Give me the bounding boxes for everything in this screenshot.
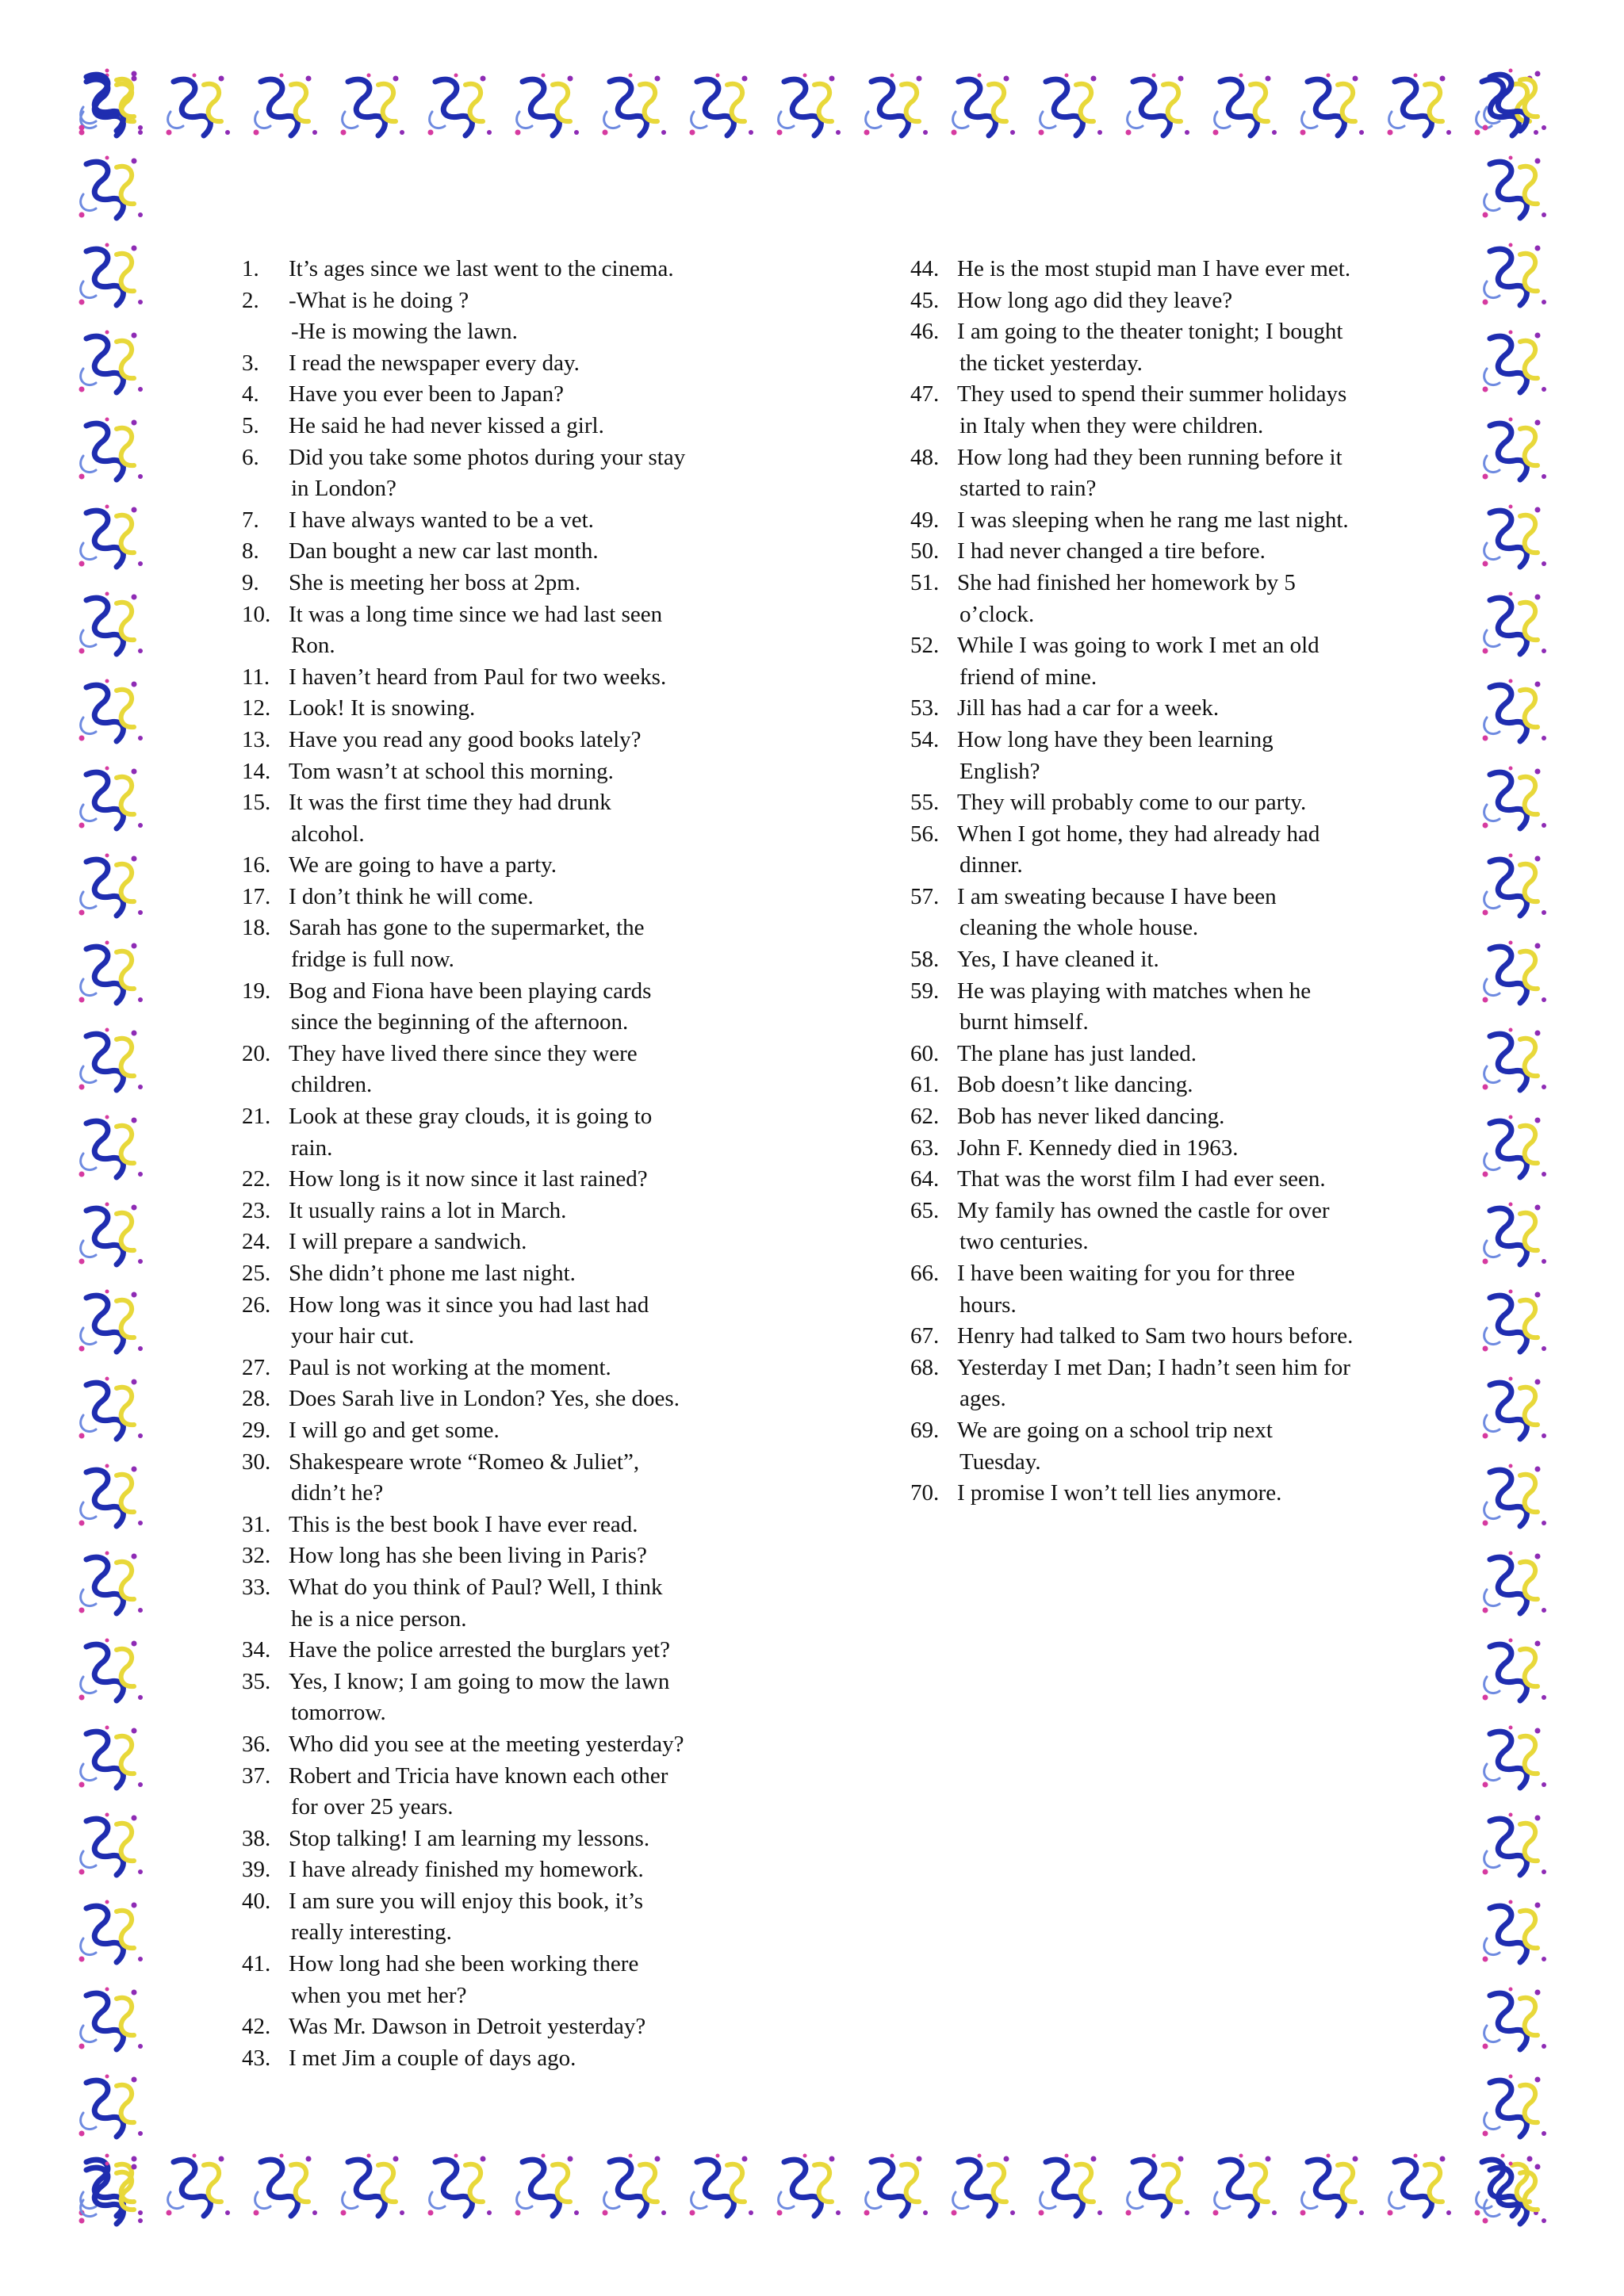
sentence-item xyxy=(910,819,1465,882)
sentence-item xyxy=(242,254,797,285)
sentence-item xyxy=(242,1761,797,1823)
sentence-text: ages. xyxy=(959,1386,1006,1412)
sentence-item xyxy=(242,348,797,380)
sentence-text: English? xyxy=(959,758,1040,784)
sentence-number: 52. xyxy=(910,633,940,659)
sentence-item xyxy=(242,1572,797,1635)
sentence-item xyxy=(910,1070,1465,1101)
sentence-item xyxy=(242,1196,797,1227)
sentence-item xyxy=(910,379,1465,442)
sentence-text: He was playing with matches when he xyxy=(957,978,1312,1004)
sentence-item xyxy=(242,787,797,850)
sentence-text: We are going to have a party. xyxy=(289,852,557,878)
sentence-number: 28. xyxy=(242,1386,271,1412)
sentence-text: Look at these gray clouds, it is going to xyxy=(289,1104,653,1130)
sentence-item xyxy=(242,568,797,599)
sentence-number: 70. xyxy=(910,1480,940,1506)
sentence-text: started to rain? xyxy=(959,476,1097,502)
sentence-text: She had finished her homework by 5 xyxy=(957,569,1296,595)
sentence-text: I met Jim a couple of days ago. xyxy=(289,2045,576,2071)
sentence-item xyxy=(242,1510,797,1541)
sentence-text: really interesting. xyxy=(291,1919,452,1946)
sentence-item xyxy=(242,725,797,756)
sentence-text: Stop talking! I am learning my lessons. xyxy=(289,1825,650,1851)
sentence-text: How long ago did they leave? xyxy=(957,287,1233,313)
sentence-text: Did you take some photos during your stay xyxy=(289,444,686,470)
sentence-item xyxy=(910,568,1465,630)
sentence-text: Was Mr. Dawson in Detroit yesterday? xyxy=(289,2014,646,2040)
sentence-text: Have the police arrested the burglars yet? xyxy=(289,1637,670,1663)
sentence-text: fridge is full now. xyxy=(291,947,454,973)
sentence-number: 11. xyxy=(242,664,270,690)
sentence-text: Yes, I know; I am going to mow the lawn xyxy=(289,1668,670,1694)
sentence-number: 61. xyxy=(910,1072,940,1098)
sentence-text: Bob has never liked dancing. xyxy=(957,1104,1225,1130)
sentence-number: 23. xyxy=(242,1197,271,1223)
sentence-text: I promise I won’t tell lies anymore. xyxy=(957,1480,1282,1506)
sentence-text: I am sure you will enjoy this book, it’s xyxy=(289,1888,644,1914)
sentence-item xyxy=(242,379,797,411)
sentence-number: 63. xyxy=(910,1135,940,1161)
sentence-item xyxy=(242,1164,797,1196)
sentence-text: Bog and Fiona have been playing cards xyxy=(289,978,652,1004)
sentence-text: when you met her? xyxy=(291,1982,467,2008)
sentence-text: tomorrow. xyxy=(291,1700,386,1726)
sentence-item xyxy=(910,882,1465,944)
sentence-number: 38. xyxy=(242,1825,271,1851)
sentence-text: dinner. xyxy=(959,852,1023,878)
sentence-number: 22. xyxy=(242,1166,271,1192)
sentence-item xyxy=(910,442,1465,505)
sentence-text: I don’t think he will come. xyxy=(289,883,534,909)
sentence-text: Robert and Tricia have known each other xyxy=(289,1762,668,1789)
sentence-number: 62. xyxy=(910,1104,940,1130)
sentence-item xyxy=(242,1353,797,1384)
sentence-number: 40. xyxy=(242,1888,271,1914)
sentence-number: 50. xyxy=(910,538,940,564)
sentence-number: 42. xyxy=(242,2014,271,2040)
sentence-item xyxy=(242,882,797,913)
sentence-item xyxy=(242,1258,797,1290)
sentence-text: When I got home, they had already had xyxy=(957,821,1320,847)
sentence-number: 59. xyxy=(910,978,940,1004)
sentence-item xyxy=(910,1478,1465,1510)
decorative-border-bottom xyxy=(67,2141,1557,2237)
sentence-number: 26. xyxy=(242,1292,271,1318)
sentence-text: They have lived there since they were xyxy=(289,1040,638,1066)
sentence-number: 15. xyxy=(242,790,271,816)
sentence-text: your hair cut. xyxy=(291,1323,415,1349)
sentence-number: 14. xyxy=(242,758,271,784)
sentence-item xyxy=(242,2043,797,2075)
sentence-text: They used to spend their summer holidays xyxy=(957,381,1347,408)
sentence-text: Bob doesn’t like dancing. xyxy=(957,1072,1193,1098)
sentence-text: How long had she been working there xyxy=(289,1951,639,1977)
sentence-item xyxy=(910,1321,1465,1353)
sentence-text: I was sleeping when he rang me last night. xyxy=(957,507,1349,533)
sentence-text: That was the worst film I had ever seen. xyxy=(957,1166,1326,1192)
sentence-item xyxy=(910,1039,1465,1070)
sentence-text: -What is he doing ? xyxy=(289,287,469,313)
sentence-item xyxy=(910,787,1465,819)
sentence-item xyxy=(242,662,797,694)
sentence-text: rain. xyxy=(291,1135,333,1161)
sentence-text: Who did you see at the meeting yesterday? xyxy=(289,1731,684,1757)
sentence-item xyxy=(242,1226,797,1258)
sentence-item xyxy=(242,1101,797,1164)
sentence-number: 9. xyxy=(242,569,259,595)
sentence-text: o’clock. xyxy=(959,601,1035,627)
sentence-number: 34. xyxy=(242,1637,271,1663)
sentence-text: We are going on a school trip next xyxy=(957,1417,1273,1443)
sentence-number: 36. xyxy=(242,1731,271,1757)
sentence-text: It was the first time they had drunk xyxy=(289,790,611,816)
sentence-number: 8. xyxy=(242,538,259,564)
sentence-text: She didn’t phone me last night. xyxy=(289,1261,576,1286)
sentence-item xyxy=(242,1635,797,1667)
sentence-number: 51. xyxy=(910,569,940,595)
sentence-number: 21. xyxy=(242,1104,271,1130)
sentence-number: 2. xyxy=(242,287,259,313)
sentence-number: 39. xyxy=(242,1857,271,1883)
sentence-text: I read the newspaper every day. xyxy=(289,350,580,376)
sentence-item xyxy=(242,1415,797,1447)
sentence-item xyxy=(242,285,797,348)
sentence-text: Henry had talked to Sam two hours before. xyxy=(957,1323,1354,1349)
decorative-border-left xyxy=(67,60,154,2237)
sentence-text: I haven’t heard from Paul for two weeks. xyxy=(289,664,667,690)
sentence-item xyxy=(910,285,1465,317)
sentence-number: 49. xyxy=(910,507,940,533)
sentence-item xyxy=(910,1101,1465,1133)
sentence-text: The plane has just landed. xyxy=(957,1040,1197,1066)
sentence-number: 16. xyxy=(242,852,271,878)
sentence-number: 45. xyxy=(910,287,940,313)
sentence-text: She is meeting her boss at 2pm. xyxy=(289,569,581,595)
sentence-text: in London? xyxy=(291,476,396,502)
sentence-text: Sarah has gone to the supermarket, the xyxy=(289,915,645,941)
sentence-number: 7. xyxy=(242,507,259,533)
sentence-number: 3. xyxy=(242,350,259,376)
sentence-number: 55. xyxy=(910,790,940,816)
sentence-number: 25. xyxy=(242,1261,271,1286)
sentence-item xyxy=(242,1854,797,1886)
sentence-number: 32. xyxy=(242,1543,271,1569)
sentence-text: My family has owned the castle for over xyxy=(957,1197,1330,1223)
sentence-text: Paul is not working at the moment. xyxy=(289,1354,611,1380)
sentence-text: He said he had never kissed a girl. xyxy=(289,412,604,438)
sentence-item xyxy=(242,1729,797,1761)
sentence-text: I have already finished my homework. xyxy=(289,1857,644,1883)
sentence-text: Shakespeare wrote “Romeo & Juliet”, xyxy=(289,1448,640,1475)
sentence-text: Yes, I have cleaned it. xyxy=(957,947,1159,973)
sentence-item xyxy=(242,1447,797,1510)
sentence-text: I am going to the theater tonight; I bought xyxy=(957,319,1343,345)
sentence-item xyxy=(242,1886,797,1949)
sentence-item xyxy=(910,536,1465,568)
sentence-item xyxy=(242,1540,797,1572)
sentence-item xyxy=(910,1164,1465,1196)
sentence-number: 6. xyxy=(242,444,259,470)
sentence-text: Have you read any good books lately? xyxy=(289,726,642,752)
sentence-number: 53. xyxy=(910,695,940,721)
sentence-text: They will probably come to our party. xyxy=(957,790,1307,816)
sentence-item xyxy=(910,1258,1465,1321)
sentence-text: Dan bought a new car last month. xyxy=(289,538,599,564)
sentence-item xyxy=(910,725,1465,787)
sentence-item xyxy=(242,1949,797,2011)
sentence-item xyxy=(910,693,1465,725)
sentence-item xyxy=(242,411,797,442)
sentence-text: I will go and get some. xyxy=(289,1417,500,1443)
sentence-text: Ron. xyxy=(291,633,335,659)
sentence-text: burnt himself. xyxy=(959,1009,1089,1035)
sentence-text: hours. xyxy=(959,1292,1017,1318)
sentence-text: alcohol. xyxy=(291,821,365,847)
sentence-text: cleaning the whole house. xyxy=(959,915,1199,941)
sentence-number: 60. xyxy=(910,1040,940,1066)
sentence-number: 35. xyxy=(242,1668,271,1694)
sentence-text: John F. Kennedy died in 1963. xyxy=(957,1135,1239,1161)
sentence-number: 54. xyxy=(910,726,940,752)
sentence-number: 43. xyxy=(242,2045,271,2071)
sentence-item xyxy=(910,1415,1465,1478)
sentence-item xyxy=(910,1196,1465,1258)
sentence-text: Tom wasn’t at school this morning. xyxy=(289,758,614,784)
sentence-number: 10. xyxy=(242,601,271,627)
sentence-item xyxy=(242,1823,797,1855)
sentence-number: 46. xyxy=(910,319,940,345)
sentence-text: What do you think of Paul? Well, I think xyxy=(289,1574,663,1600)
sentence-item xyxy=(242,850,797,882)
sentence-number: 65. xyxy=(910,1197,940,1223)
sentence-text: Yesterday I met Dan; I hadn’t seen him for xyxy=(957,1354,1350,1380)
sentence-text: How long is it now since it last rained? xyxy=(289,1166,648,1192)
sentence-text: I am sweating because I have been xyxy=(957,883,1277,909)
sentence-number: 48. xyxy=(910,444,940,470)
sentence-item xyxy=(242,913,797,975)
sentence-number: 5. xyxy=(242,412,259,438)
sentence-text: -He is mowing the lawn. xyxy=(291,319,518,345)
sentence-text: I will prepare a sandwich. xyxy=(289,1229,527,1255)
sentence-item xyxy=(242,442,797,505)
sentence-item xyxy=(242,976,797,1039)
sentence-text: It’s ages since we last went to the cinema. xyxy=(289,256,674,281)
sentence-number: 30. xyxy=(242,1448,271,1475)
sentence-text: It was a long time since we had last seen xyxy=(289,601,663,627)
sentence-number: 69. xyxy=(910,1417,940,1443)
sentence-text: friend of mine. xyxy=(959,664,1097,690)
sentence-text: I have always wanted to be a vet. xyxy=(289,507,594,533)
sentence-text: Tuesday. xyxy=(959,1448,1041,1475)
sentence-number: 13. xyxy=(242,726,271,752)
sentence-number: 33. xyxy=(242,1574,271,1600)
sentence-number: 57. xyxy=(910,883,940,909)
sentence-item xyxy=(242,693,797,725)
sentence-item xyxy=(910,316,1465,379)
sentence-text: children. xyxy=(291,1072,373,1098)
sentence-number: 27. xyxy=(242,1354,271,1380)
sentence-number: 56. xyxy=(910,821,940,847)
sentence-item xyxy=(242,756,797,788)
sentence-number: 4. xyxy=(242,381,259,408)
sentence-number: 24. xyxy=(242,1229,271,1255)
sentence-item xyxy=(910,505,1465,537)
sentence-text: I had never changed a tire before. xyxy=(957,538,1266,564)
sentence-text: While I was going to work I met an old xyxy=(957,633,1320,659)
sentence-text: How long has she been living in Paris? xyxy=(289,1543,647,1569)
sentence-number: 31. xyxy=(242,1511,271,1537)
sentence-text: in Italy when they were children. xyxy=(959,412,1264,438)
sentence-item xyxy=(910,1353,1465,1415)
sentence-item xyxy=(242,505,797,537)
sentence-item xyxy=(242,1290,797,1353)
sentence-text: didn’t he? xyxy=(291,1480,384,1506)
sentence-number: 17. xyxy=(242,883,271,909)
sentence-number: 58. xyxy=(910,947,940,973)
sentence-list-right-column xyxy=(910,254,1465,1510)
sentence-text: Jill has had a car for a week. xyxy=(957,695,1220,721)
sentence-number: 44. xyxy=(910,256,940,281)
sentence-text: How long have they been learning xyxy=(957,726,1274,752)
sentence-text: I have been waiting for you for three xyxy=(957,1261,1295,1286)
sentence-number: 41. xyxy=(242,1951,271,1977)
sentence-item xyxy=(242,536,797,568)
sentence-number: 29. xyxy=(242,1417,271,1443)
sentence-item xyxy=(242,599,797,662)
sentence-item xyxy=(242,1667,797,1729)
sentence-list-left-column xyxy=(242,254,797,2074)
sentence-text: for over 25 years. xyxy=(291,1794,454,1820)
sentence-number: 1. xyxy=(242,256,259,281)
sentence-number: 18. xyxy=(242,915,271,941)
sentence-number: 67. xyxy=(910,1323,940,1349)
sentence-number: 64. xyxy=(910,1166,940,1192)
sentence-number: 20. xyxy=(242,1040,271,1066)
sentence-text: two centuries. xyxy=(959,1229,1089,1255)
sentence-number: 68. xyxy=(910,1354,940,1380)
sentence-item xyxy=(242,1039,797,1101)
sentence-item xyxy=(910,254,1465,285)
sentence-text: This is the best book I have ever read. xyxy=(289,1511,638,1537)
sentence-item xyxy=(910,1133,1465,1165)
sentence-number: 66. xyxy=(910,1261,940,1286)
sentence-text: It usually rains a lot in March. xyxy=(289,1197,567,1223)
sentence-item xyxy=(910,944,1465,976)
decorative-border-right xyxy=(1470,60,1557,2237)
sentence-item xyxy=(242,1383,797,1415)
sentence-text: How long had they been running before it xyxy=(957,444,1342,470)
sentence-text: the ticket yesterday. xyxy=(959,350,1143,376)
sentence-text: Look! It is snowing. xyxy=(289,695,476,721)
sentence-text: Does Sarah live in London? Yes, she does. xyxy=(289,1386,680,1412)
decorative-border-top xyxy=(67,60,1557,157)
sentence-text: Have you ever been to Japan? xyxy=(289,381,565,408)
sentence-number: 19. xyxy=(242,978,271,1004)
sentence-item xyxy=(910,976,1465,1039)
sentence-number: 47. xyxy=(910,381,940,408)
sentence-text: He is the most stupid man I have ever met. xyxy=(957,256,1351,281)
sentence-item xyxy=(242,2011,797,2043)
sentence-text: How long was it since you had last had xyxy=(289,1292,649,1318)
sentence-number: 12. xyxy=(242,695,271,721)
sentence-text: since the beginning of the afternoon. xyxy=(291,1009,629,1035)
sentence-text: he is a nice person. xyxy=(291,1605,467,1632)
sentence-item xyxy=(910,630,1465,693)
sentence-number: 37. xyxy=(242,1762,271,1789)
